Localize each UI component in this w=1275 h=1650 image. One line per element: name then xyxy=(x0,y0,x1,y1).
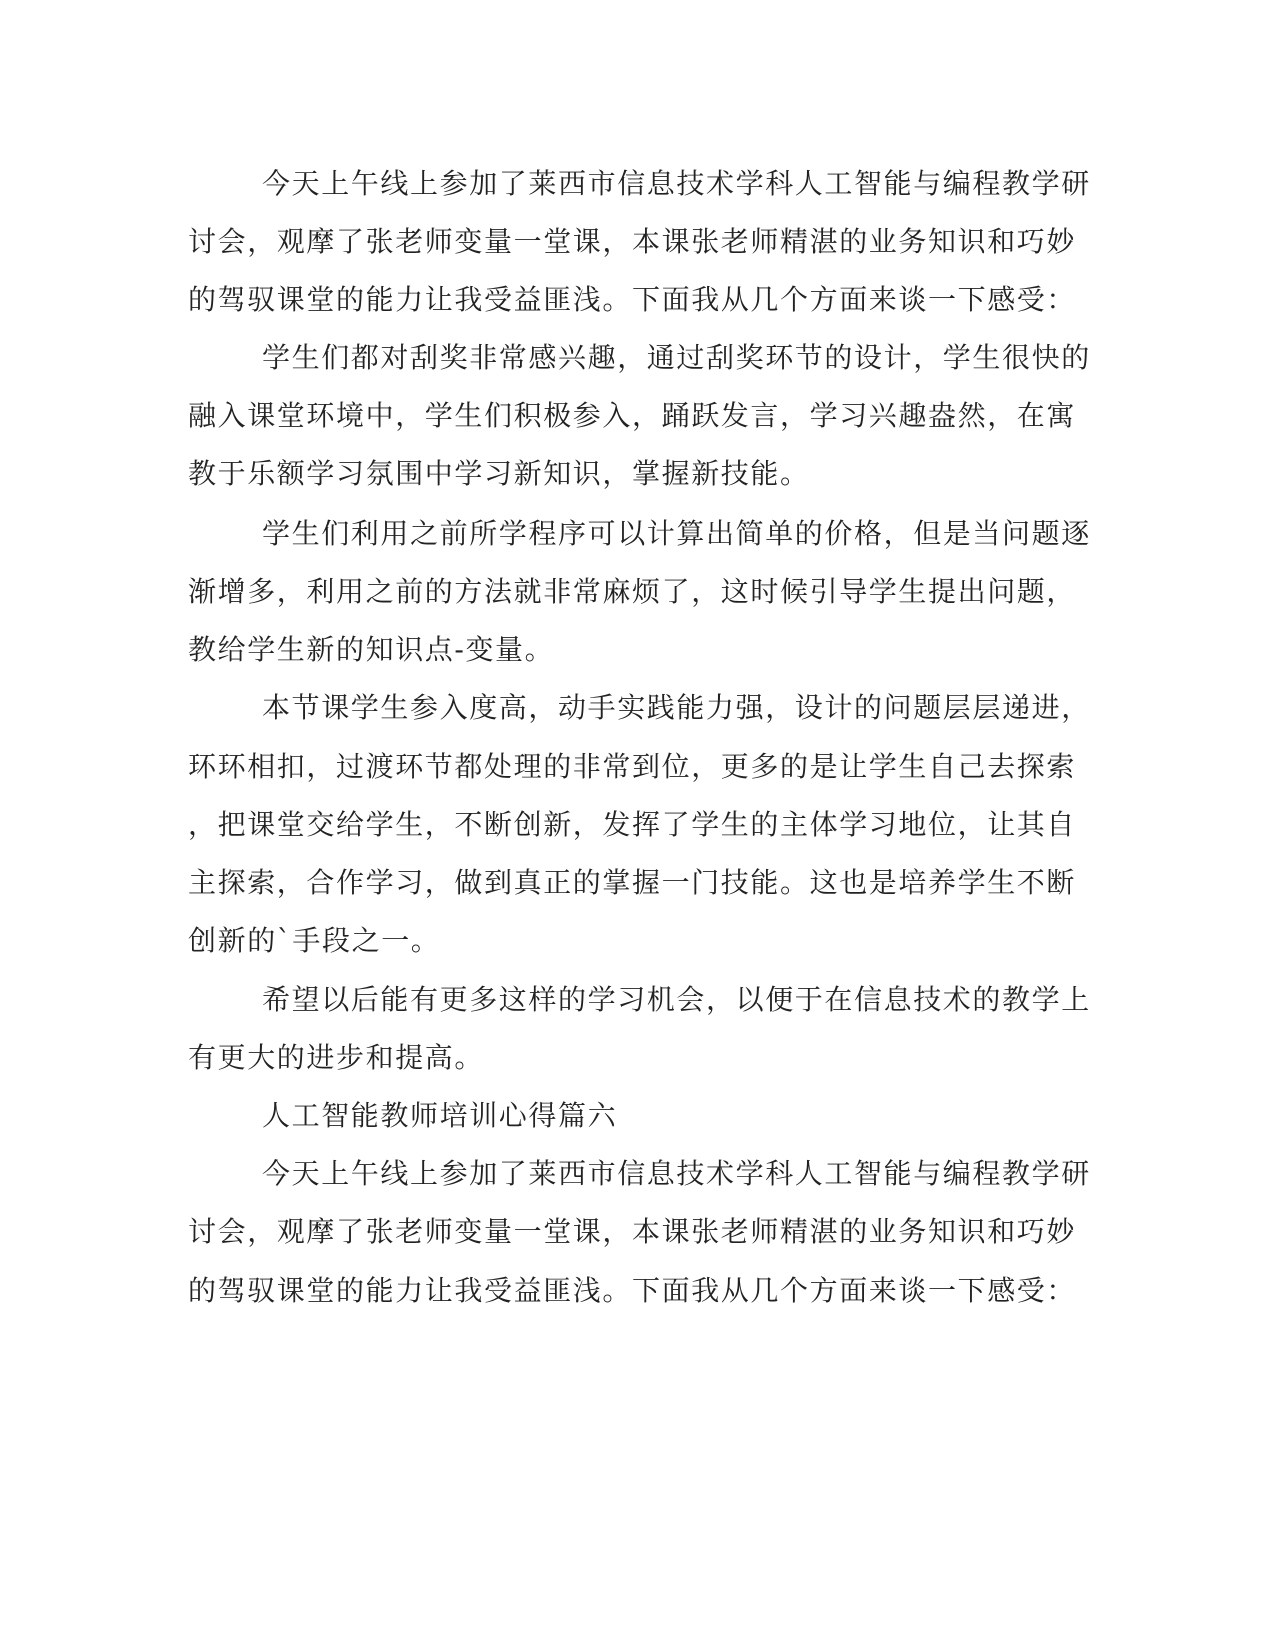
paragraph-1-line-2: 讨会，观摩了张老师变量一堂课，本课张老师精湛的业务知识和巧妙 xyxy=(188,225,1077,258)
paragraph-4-line-4: 主探索，合作学习，做到真正的掌握一门技能。这也是培养学生不断 xyxy=(188,866,1077,899)
paragraph-1-line-1: 今天上午线上参加了莱西市信息技术学科人工智能与编程教学研 xyxy=(262,167,1091,200)
paragraph-6-line-2: 讨会，观摩了张老师变量一堂课，本课张老师精湛的业务知识和巧妙 xyxy=(188,1215,1077,1248)
paragraph-4-line-2: 环环相扣，过渡环节都处理的非常到位，更多的是让学生自己去探索 xyxy=(188,750,1077,783)
paragraph-3-line-3: 教给学生新的知识点-变量。 xyxy=(188,633,555,666)
paragraph-5-line-2: 有更大的进步和提高。 xyxy=(188,1041,485,1074)
paragraph-2-line-2: 融入课堂环境中，学生们积极参入，踊跃发言，学习兴趣盎然，在寓 xyxy=(188,399,1077,432)
paragraph-6-line-1: 今天上午线上参加了莱西市信息技术学科人工智能与编程教学研 xyxy=(262,1157,1091,1190)
paragraph-6-line-3: 的驾驭课堂的能力让我受益匪浅。下面我从几个方面来谈一下感受： xyxy=(188,1274,1077,1307)
paragraph-3-line-2: 渐增多，利用之前的方法就非常麻烦了，这时候引导学生提出问题， xyxy=(188,575,1077,608)
paragraph-4-line-3: ，把课堂交给学生，不断创新，发挥了学生的主体学习地位，让其自 xyxy=(188,808,1077,841)
paragraph-4-line-1: 本节课学生参入度高，动手实践能力强，设计的问题层层递进， xyxy=(262,691,1091,724)
paragraph-5-line-1: 希望以后能有更多这样的学习机会，以便于在信息技术的教学上 xyxy=(262,983,1091,1016)
paragraph-2-line-3: 教于乐额学习氛围中学习新知识，掌握新技能。 xyxy=(188,457,810,490)
paragraph-2-line-1: 学生们都对刮奖非常感兴趣，通过刮奖环节的设计，学生很快的 xyxy=(262,341,1091,374)
paragraph-1-line-3: 的驾驭课堂的能力让我受益匪浅。下面我从几个方面来谈一下感受： xyxy=(188,283,1077,316)
paragraph-4-line-5: 创新的`手段之一。 xyxy=(188,924,441,957)
section-heading: 人工智能教师培训心得篇六 xyxy=(262,1099,618,1132)
paragraph-3-line-1: 学生们利用之前所学程序可以计算出简单的价格，但是当问题逐 xyxy=(262,517,1091,550)
